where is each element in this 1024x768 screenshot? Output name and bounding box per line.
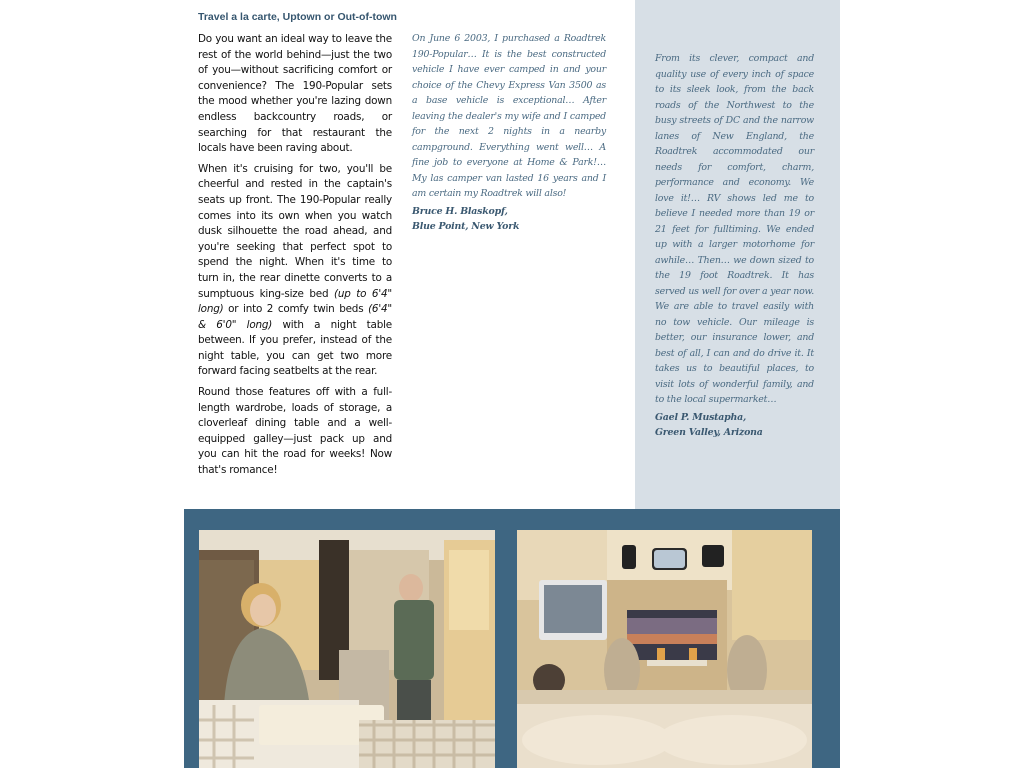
author-name: Gael P. Mustapha, — [655, 411, 747, 423]
testimonial-text: On June 6 2003, I purchased a Roadtrek 190-Popular… It is the best constructed vehicle I have ever camped in and your choice of the Chevy Express Van 3500 as a base vehicle is exceptional… After leaving the dealer's my wife and I camped for the next 2 nights in a nearby campground. Everything went well… A fine job to everyone at Home & Park!… My las camper van lasted 16 years and I am certain my Roadtrek will also! — [412, 33, 606, 199]
body-paragraph-2: When it's cruising for two, you'll be cheerful and rested in the captain's seats up front. The 190-Popular really comes into its own when you watch dusk silhouette the road ahead, and you're seeking that perfect spot to spend the night. When it's time to turn in, the rear dinette converts to a sumptuous king-size bed (up to 6'4" long) or into 2 comfy twin beds (6'4" & 6'0" long) with a night table between. If you prefer, instead of the night table, you can get two more forward facing seatbelts at the rear. — [198, 162, 392, 378]
body-copy — [198, 32, 392, 484]
photo-couple-in-van — [199, 530, 495, 768]
body-paragraph-3: Round those features off with a full-length wardrobe, loads of storage, a cloverleaf dining table and a well-equipped galley—just pack up and you can hit the road for weeks! Now that's romance! — [198, 386, 392, 477]
testimonial-author — [655, 410, 814, 441]
testimonial-text: From its clever, compact and quality use of every inch of space to its sleek look, from the back roads of the Northwest to the busy streets of DC and the narrow lanes of New England, the Roadtrek accommodated our needs for comfort, charm, performance and economy. We love it!… RV shows led me to believe I needed more than 19 or 21 feet for fulltiming. We ended up with a larger motorhome for awhile… Then… we down sized to the 19 foot Roadtrek. It has served us well for over a year now. We are able to travel easily with no tow vehicle. Our mileage is better, our insurance lower, and best of all, I can and do drive it. It takes us to beautiful places, to visit lots of wonderful family, and to the local supermarket… — [655, 53, 814, 405]
testimonial-sidebar — [635, 0, 840, 509]
twin-bed-length-note: (6'4" & 6'0" long) — [198, 303, 392, 331]
author-location: Green Valley, Arizona — [655, 427, 763, 438]
page-heading: Travel a la carte, Uptown or Out-of-town — [198, 11, 397, 23]
testimonial-blaskopf — [412, 31, 606, 235]
testimonial-mustapha — [655, 51, 814, 441]
author-name: Bruce H. Blaskopf, — [412, 205, 508, 217]
body-paragraph-1: Do you want an ideal way to leave the rest of the world behind—just the two of you—without sacrificing comfort or convenience? The 190-Popular sets the mood whether you're lazing down endless backcountry roads, or searching for that restaurant the locals have been raving about. — [198, 33, 392, 155]
photo-band — [184, 509, 840, 768]
testimonial-author — [412, 204, 606, 235]
author-location: Blue Point, New York — [412, 221, 520, 232]
bed-length-note: (up to 6'4" long) — [198, 287, 392, 316]
photo-van-interior — [517, 530, 812, 768]
